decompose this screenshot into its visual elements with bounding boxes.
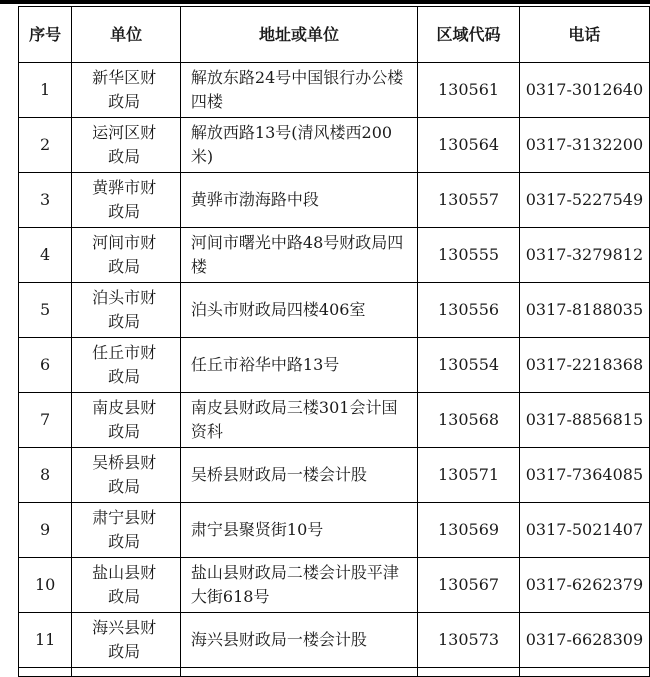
cell-unit: 泊头市财政局 bbox=[72, 283, 181, 338]
table-header-row bbox=[19, 7, 650, 63]
cell-address: 盐山县财政局二楼会计股平津大街618号 bbox=[180, 558, 417, 613]
cell-index: 1 bbox=[19, 63, 72, 118]
cell-area-code: 130573 bbox=[418, 613, 520, 668]
cell-index: 5 bbox=[19, 283, 72, 338]
cell-address: 河间市曙光中路48号财政局四楼 bbox=[180, 228, 417, 283]
cell-phone: 0317-8188035 bbox=[519, 283, 649, 338]
header-unit: 单位 bbox=[72, 7, 181, 63]
cell-area-code: 130556 bbox=[418, 283, 520, 338]
table-row bbox=[19, 393, 650, 448]
cell-unit: 运河区财政局 bbox=[72, 118, 181, 173]
cell-area-code: 130561 bbox=[418, 63, 520, 118]
cell-phone: 0317-3279812 bbox=[519, 228, 649, 283]
cell-phone: 0317-2218368 bbox=[519, 338, 649, 393]
table-row bbox=[19, 448, 650, 503]
cell-address: 黄骅市渤海路中段 bbox=[180, 173, 417, 228]
cell-address: 解放东路24号中国银行办公楼四楼 bbox=[180, 63, 417, 118]
cell-address: 吴桥县财政局一楼会计股 bbox=[180, 448, 417, 503]
cell-area-code: 130557 bbox=[418, 173, 520, 228]
cell-empty bbox=[180, 668, 417, 677]
cell-index: 3 bbox=[19, 173, 72, 228]
cell-area-code: 130564 bbox=[418, 118, 520, 173]
cell-phone: 0317-6628309 bbox=[519, 613, 649, 668]
cell-address: 任丘市裕华中路13号 bbox=[180, 338, 417, 393]
cell-address: 海兴县财政局一楼会计股 bbox=[180, 613, 417, 668]
cell-unit: 吴桥县财政局 bbox=[72, 448, 181, 503]
cell-address: 肃宁县聚贤街10号 bbox=[180, 503, 417, 558]
cell-index: 6 bbox=[19, 338, 72, 393]
cell-empty bbox=[519, 668, 649, 677]
cell-unit: 肃宁县财政局 bbox=[72, 503, 181, 558]
cell-phone: 0317-7364085 bbox=[519, 448, 649, 503]
cell-unit: 黄骅市财政局 bbox=[72, 173, 181, 228]
cell-phone: 0317-3012640 bbox=[519, 63, 649, 118]
cell-index: 10 bbox=[19, 558, 72, 613]
header-address: 地址或单位 bbox=[180, 7, 417, 63]
table-row bbox=[19, 613, 650, 668]
cell-phone: 0317-8856815 bbox=[519, 393, 649, 448]
table-row bbox=[19, 283, 650, 338]
cell-empty bbox=[418, 668, 520, 677]
cell-index: 4 bbox=[19, 228, 72, 283]
cell-phone: 0317-3132200 bbox=[519, 118, 649, 173]
cell-area-code: 130571 bbox=[418, 448, 520, 503]
cell-phone: 0317-6262379 bbox=[519, 558, 649, 613]
table-row bbox=[19, 173, 650, 228]
cell-address: 泊头市财政局四楼406室 bbox=[180, 283, 417, 338]
cell-area-code: 130569 bbox=[418, 503, 520, 558]
cell-empty bbox=[19, 668, 72, 677]
cell-area-code: 130567 bbox=[418, 558, 520, 613]
header-area-code: 区域代码 bbox=[418, 7, 520, 63]
cell-phone: 0317-5021407 bbox=[519, 503, 649, 558]
cell-unit: 盐山县财政局 bbox=[72, 558, 181, 613]
table-row bbox=[19, 228, 650, 283]
table-row bbox=[19, 503, 650, 558]
cell-area-code: 130568 bbox=[418, 393, 520, 448]
cell-index: 7 bbox=[19, 393, 72, 448]
top-border-line bbox=[0, 0, 650, 4]
cell-unit: 河间市财政局 bbox=[72, 228, 181, 283]
table-row bbox=[19, 118, 650, 173]
cell-index: 8 bbox=[19, 448, 72, 503]
cell-index: 9 bbox=[19, 503, 72, 558]
cell-index: 2 bbox=[19, 118, 72, 173]
cell-index: 11 bbox=[19, 613, 72, 668]
table-row bbox=[19, 63, 650, 118]
cell-unit: 新华区财政局 bbox=[72, 63, 181, 118]
cell-empty bbox=[72, 668, 181, 677]
cell-area-code: 130554 bbox=[418, 338, 520, 393]
cell-address: 解放西路13号(清风楼西200米) bbox=[180, 118, 417, 173]
cell-address: 南皮县财政局三楼301会计国资科 bbox=[180, 393, 417, 448]
table-row-partial bbox=[19, 668, 650, 677]
cell-area-code: 130555 bbox=[418, 228, 520, 283]
cell-phone: 0317-5227549 bbox=[519, 173, 649, 228]
header-index: 序号 bbox=[19, 7, 72, 63]
table-row bbox=[19, 338, 650, 393]
header-phone: 电话 bbox=[519, 7, 649, 63]
cell-unit: 任丘市财政局 bbox=[72, 338, 181, 393]
table-row bbox=[19, 558, 650, 613]
cell-unit: 南皮县财政局 bbox=[72, 393, 181, 448]
finance-office-table bbox=[18, 6, 650, 677]
cell-unit: 海兴县财政局 bbox=[72, 613, 181, 668]
